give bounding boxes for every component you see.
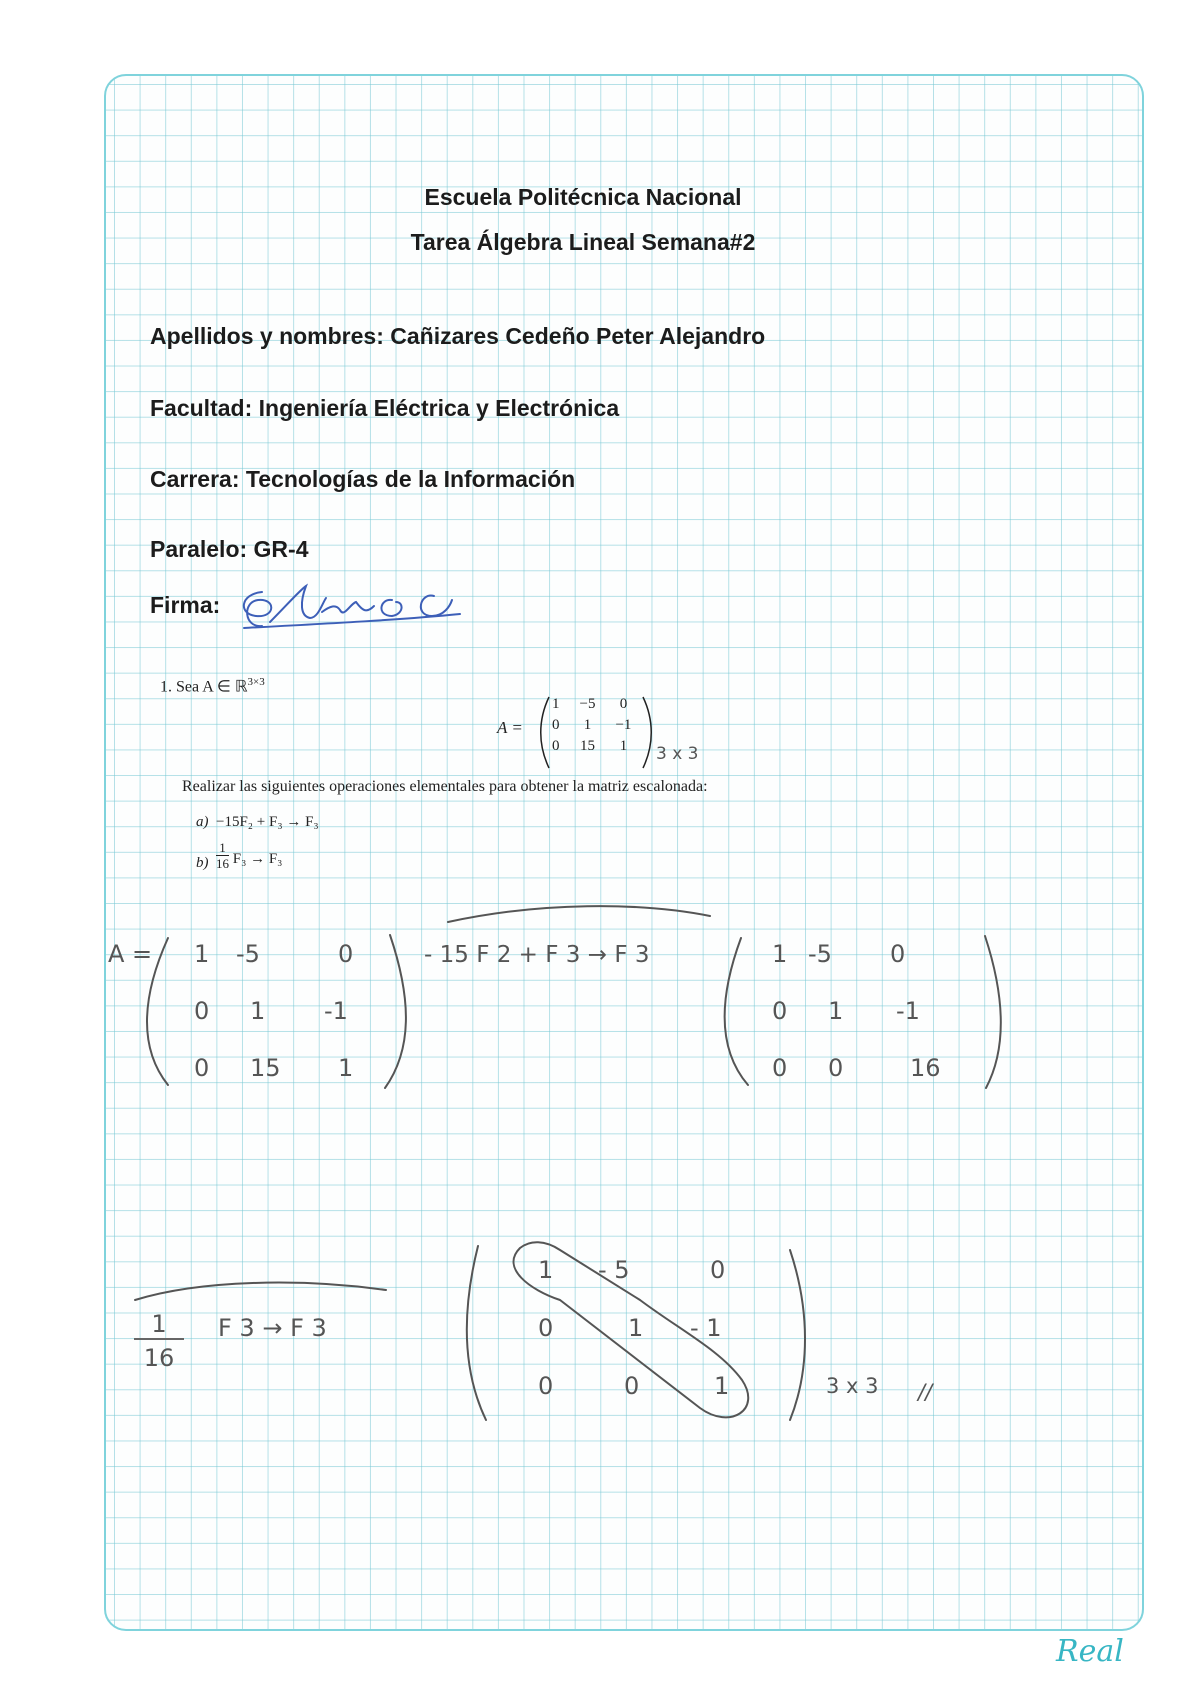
hand-cell: 0 xyxy=(828,1054,844,1082)
matrix-cell: −5 xyxy=(579,696,596,712)
hand-cell: 15 xyxy=(250,1054,281,1082)
problem-text: Sea A ∈ ℝ xyxy=(176,678,248,696)
hand-cell: 1 xyxy=(714,1372,730,1400)
hand-operation-2: F 3 → F 3 xyxy=(218,1314,327,1342)
matrix-cell: 1 xyxy=(619,738,628,754)
signature-image xyxy=(244,586,460,628)
signature-label: Firma: xyxy=(150,592,221,618)
field-value: Cañizares Cedeño Peter Alejandro xyxy=(390,323,766,349)
op-label: b) xyxy=(196,854,209,871)
hand-cell: 0 xyxy=(538,1372,554,1400)
hand-cell: 0 xyxy=(338,940,354,968)
op-fraction-den: 16 xyxy=(216,856,229,871)
hand-cell: 1 xyxy=(628,1314,644,1342)
hand-cell: - 1 xyxy=(690,1314,722,1342)
hand-dims: 3 x 3 xyxy=(826,1374,879,1398)
hand-operation-1: - 15 F 2 + F 3 → F 3 xyxy=(424,942,650,968)
hand-cell: 0 xyxy=(772,997,788,1025)
hand-fraction-den: 16 xyxy=(143,1344,175,1372)
brand-logo: Real xyxy=(1056,1634,1124,1669)
hand-brackets-step1 xyxy=(147,906,1001,1088)
hand-cell: 0 xyxy=(710,1256,726,1284)
field-value: GR-4 xyxy=(253,536,309,562)
hand-fraction-num: 1 xyxy=(134,1310,184,1340)
hand-brackets-step2 xyxy=(135,1242,805,1420)
matrix-cell: −1 xyxy=(615,717,632,733)
hand-cell: 0 xyxy=(538,1314,554,1342)
matrix-cell: 15 xyxy=(579,738,595,754)
hand-dims-note: 3 x 3 xyxy=(656,744,699,764)
op-text: −15F₂ + F₃ → F₃ xyxy=(216,814,319,830)
hand-cell: 0 xyxy=(772,1054,788,1082)
hand-check-mark: // xyxy=(918,1380,933,1404)
hand-cell: -5 xyxy=(236,940,260,968)
instruction-text: Realizar las siguientes operaciones elementales para obtener la matriz escalonada: xyxy=(182,778,708,795)
assignment-title: Tarea Álgebra Lineal Semana#2 xyxy=(410,229,756,255)
op-fraction-num: 1 xyxy=(216,840,229,856)
hand-cell: 1 xyxy=(538,1256,554,1284)
field-value: Tecnologías de la Información xyxy=(245,466,576,492)
hand-cell: -1 xyxy=(324,997,348,1025)
matrix-label: A = xyxy=(497,718,523,737)
hand-cell: 0 xyxy=(194,997,210,1025)
matrix-cell: 1 xyxy=(583,717,592,733)
school-name: Escuela Politécnica Nacional xyxy=(424,184,742,210)
field-label: Apellidos y nombres: xyxy=(150,323,384,349)
hand-cell: 1 xyxy=(338,1054,354,1082)
hand-cell: 1 xyxy=(772,940,788,968)
hand-cell: 0 xyxy=(194,1054,210,1082)
hand-cell: - 5 xyxy=(598,1256,630,1284)
hand-cell: -1 xyxy=(896,997,920,1025)
matrix-cell: 0 xyxy=(619,696,628,712)
hand-cell: 1 xyxy=(194,940,210,968)
matrix-cell: 0 xyxy=(552,717,560,733)
matrix-cell: 0 xyxy=(552,738,560,754)
hand-matrix-label: A = xyxy=(108,940,153,968)
field-label: Facultad: xyxy=(150,395,253,421)
problem-number: 1. xyxy=(160,678,172,696)
op-text: F₃ → F₃ xyxy=(232,850,283,867)
hand-cell: 16 xyxy=(910,1054,941,1082)
field-value: Ingeniería Eléctrica y Electrónica xyxy=(258,395,620,421)
printed-matrix-brackets xyxy=(541,697,652,768)
hand-cell: 1 xyxy=(250,997,266,1025)
matrix-cell: 1 xyxy=(552,696,560,712)
field-label: Carrera: xyxy=(150,466,240,492)
hand-cell: 0 xyxy=(624,1372,640,1400)
op-label: a) xyxy=(196,814,209,830)
problem-dims: 3×3 xyxy=(247,676,265,688)
field-label: Paralelo: xyxy=(150,536,248,562)
hand-cell: 0 xyxy=(890,940,906,968)
hand-cell: -5 xyxy=(808,940,832,968)
hand-cell: 1 xyxy=(828,997,844,1025)
